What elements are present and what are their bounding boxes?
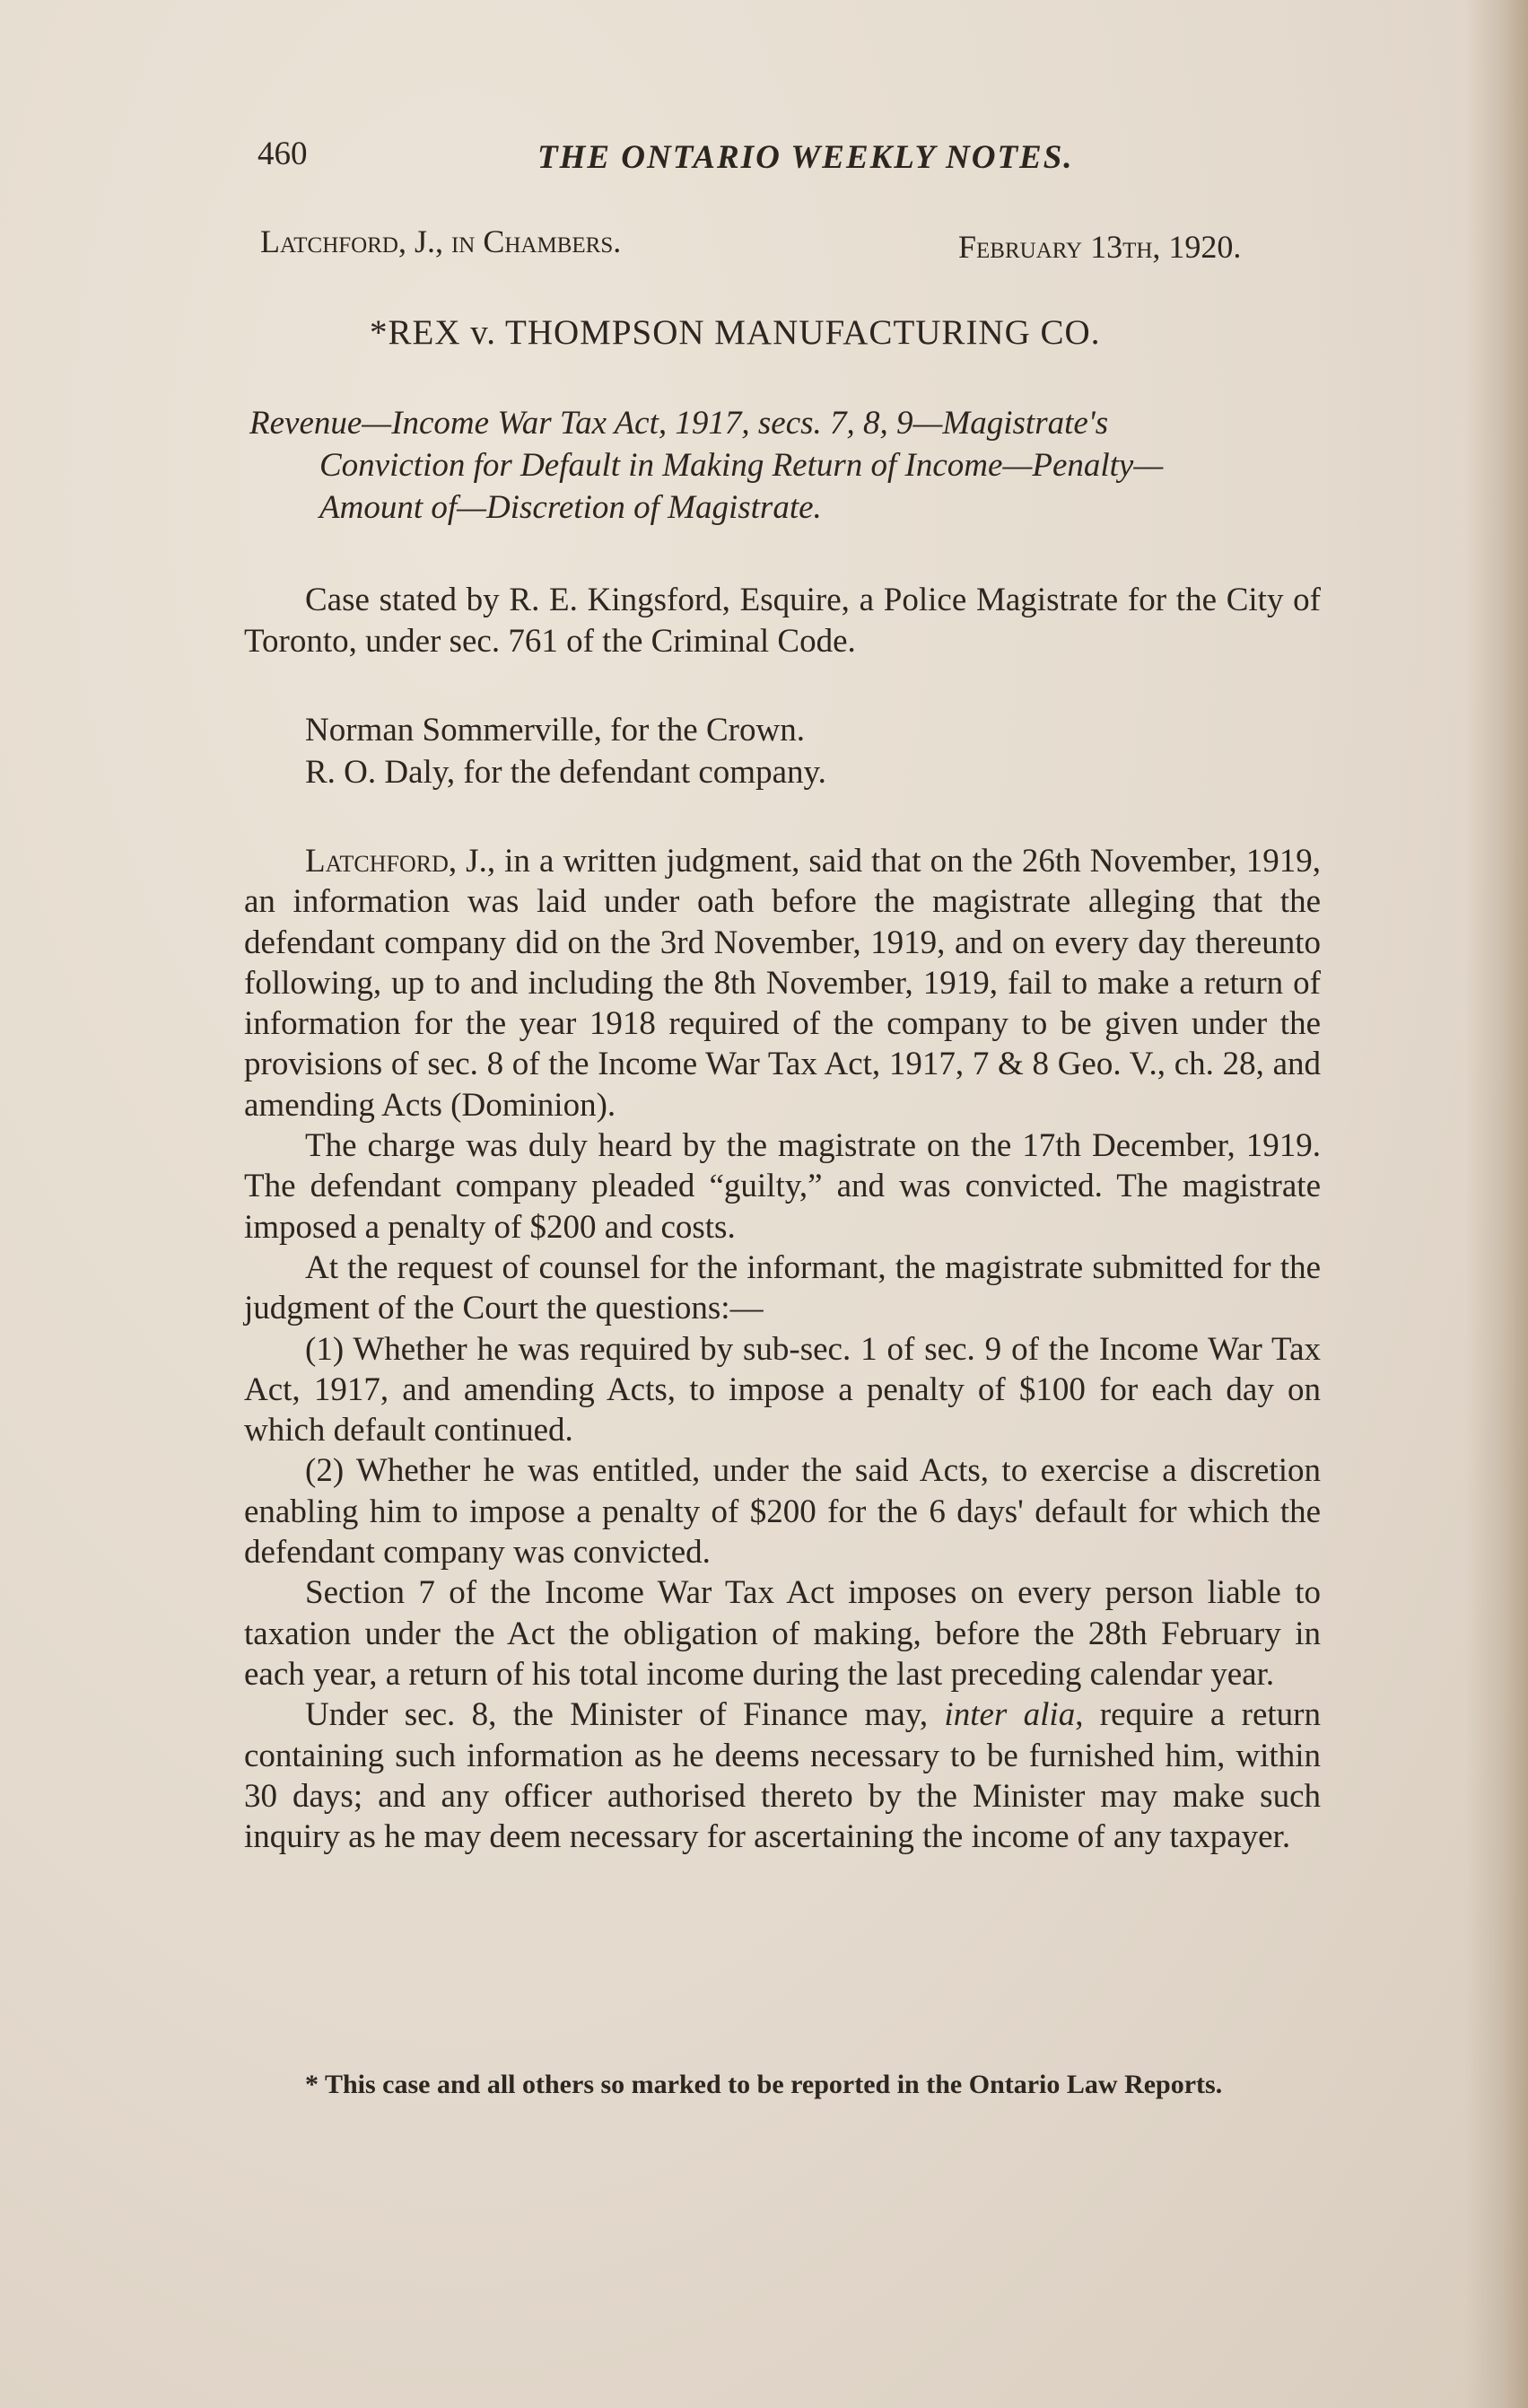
case-stated-paragraph: Case stated by R. E. Kingsford, Esquire, a Police Magistrate for the City of Toronto, under sec. 761 of the Criminal Code. <box>244 582 1321 660</box>
decision-date: February 13th, 1920. <box>958 229 1242 265</box>
court-judge: Latchford, J., in Chambers. <box>260 223 622 259</box>
headnote-line-1: Revenue—Income War Tax Act, 1917, secs. 7, 8, 9—Magistrate's <box>249 405 1109 442</box>
journal-title: THE ONTARIO WEEKLY NOTES. <box>537 139 1074 176</box>
judge-name: Latchford <box>305 843 449 880</box>
judgment-paragraph-section-8 <box>244 1694 1321 1857</box>
counsel-crown: Norman Sommerville, for the Crown. <box>305 712 805 749</box>
running-head <box>258 135 1316 188</box>
counsel-list <box>305 709 826 793</box>
judgment-paragraph-1 <box>244 841 1321 1125</box>
case-title: *REX v. THOMPSON MANUFACTURING CO. <box>370 313 1101 352</box>
latin-phrase: inter alia <box>944 1696 1076 1734</box>
page-edge-shadow <box>1465 0 1528 2408</box>
counsel-defendant: R. O. Daly, for the defendant company. <box>305 754 826 791</box>
page-number: 460 <box>258 136 308 172</box>
headnote <box>249 402 1313 529</box>
headnote-line-2: Conviction for Default in Making Return of Income—Penalty— <box>319 447 1164 484</box>
judgment-paragraph-3: At the request of counsel for the informant, the magistrate submitted for the judgment of the Court the questions:— <box>244 1248 1321 1327</box>
footnote: * This case and all others so marked to be reported in the Ontario Law Reports. <box>305 2070 1223 2099</box>
headnote-line-3: Amount of—Discretion of Magistrate. <box>319 489 822 526</box>
judgment-body <box>244 841 1321 1857</box>
paragraph-7-end: , require a return containing such information as he deems necessary to be furnished him, within 30 days; and any officer authorised thereto by the Minister may make such inquiry as he may deem necessary for ascertaining the income of any taxpayer. <box>244 1696 1321 1856</box>
question-1: (1) Whether he was required by sub-sec. 1 of sec. 9 of the Income War Tax Act, 1917, and amending Acts, to impose a penalty of $100 for each day on which default continued. <box>244 1330 1321 1449</box>
paragraph-7-start: Under sec. 8, the Minister of Finance may, <box>305 1696 945 1734</box>
judgment-paragraph-2: The charge was duly heard by the magistrate on the 17th December, 1919. The defendant company pleaded “guilty,” and was convicted. The magistrate imposed a penalty of $200 and costs. <box>244 1127 1321 1246</box>
judgment-paragraph-section-7: Section 7 of the Income War Tax Act imposes on every person liable to taxation under the Act the obligation of making, before the 28th February in each year, a return of his total income during the last preceding calendar year. <box>244 1574 1321 1693</box>
question-2: (2) Whether he was entitled, under the said Acts, to exercise a discretion enabling him to impose a penalty of $200 for the 6 days' default for which the defendant company was convicted. <box>244 1452 1321 1572</box>
paragraph-1-text: , J., in a written judgment, said that on the 26th November, 1919, an information was laid under oath before the magistrate alleging that the defendant company did on the 3rd November, 1919, and on every day thereunto following, up to and including the 8th November, 1919, fail to make a return of information for the year 1918 required of the company to be given under the provisions of sec. 8 of the Income War Tax Act, 1917, 7 & 8 Geo. V., ch. 28, and amending Acts (Dominion). <box>244 843 1321 1124</box>
